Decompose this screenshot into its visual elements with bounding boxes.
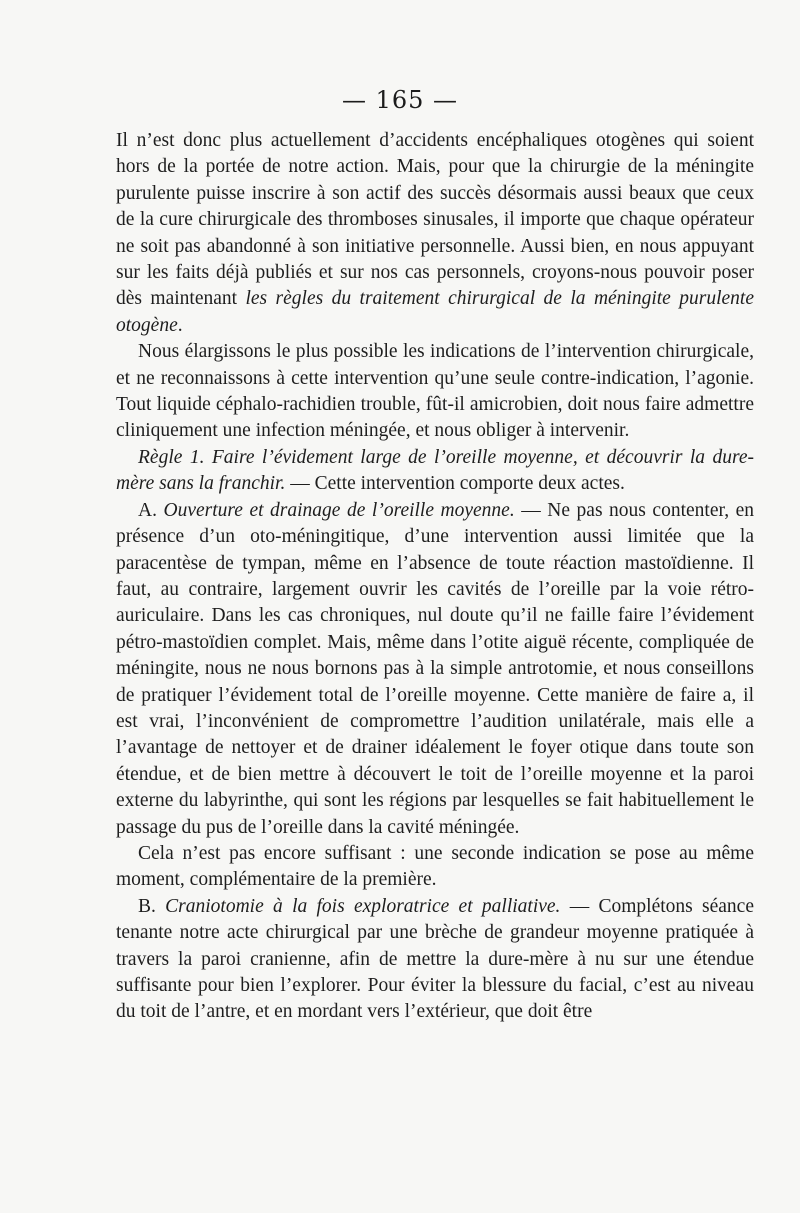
paragraph-3 (116, 445, 754, 498)
body-text (116, 128, 754, 1026)
section-b-label: B. (138, 895, 166, 917)
page-number: — 165 — (341, 86, 459, 114)
section-b-heading: Craniotomie à la fois exploratrice et palliative. (165, 895, 561, 917)
paragraph-1 (116, 128, 754, 339)
paragraph-4-text: — Ne pas nous contenter, en présence d’un oto-méningitique, d’une intervention aussi limitée que la paracentèse de tympan, même en l’absence de toute réaction mastoïdienne. Il faut, au contraire, largement ouvrir les cavités de l’oreille par la voie rétro-auriculaire. Dans les cas chroniques, nul doute qu’il ne faille faire l’évidement pétro-mastoïdien complet. Mais, même dans l’otite aiguë récente, compliquée de méningite, nous ne nous bornons pas à la simple antrotomie, et nous conseillons de pratiquer l’évidement total de l’oreille moyenne. Cette manière de faire a, il est vrai, l’inconvénient de compromettre l’audition unilatérale, mais elle a l’avantage de nettoyer et de drainer idéalement le foyer otique dans toute son étendue, et de bien mettre à découvert le toit de l’oreille moyenne et la paroi externe du labyrinthe, qui sont les régions par lesquelles se fait habituellement le passage du pus de l’oreille dans la cavité méningée. (116, 499, 754, 838)
paragraph-1-text: Il n’est donc plus actuellement d’accidents encéphaliques otogènes qui soient hors de la portée de notre action. Mais, pour que la chirurgie de la méningite purulente puisse inscrire à son actif des succès désormais aussi beaux que ceux de la cure chirurgicale des thromboses sinusales, il importe que chaque opérateur ne soit pas abandonné à son initiative personnelle. Aussi bien, en nous appuyant sur les faits déjà publiés et sur nos cas personnels, croyons-nous pouvoir poser dès maintenant (116, 130, 754, 310)
section-a-label: A. (138, 499, 164, 521)
paragraph-6-text: — Complétons séance tenante notre acte chirurgical par une brèche de grandeur moyenne pratiquée à travers la paroi cranienne, afin de mettre la dure-mère à nu sur une étendue suffisante pour bien l’explorer. Pour éviter la blessure du facial, c’est au niveau du toit de l’antre, et en mordant vers l’extérieur, que doit être (116, 895, 754, 1023)
paragraph-3-text: — Cette intervention comporte deux actes. (285, 473, 625, 495)
rule-1-heading: Règle 1. Faire l’évidement large de l’oreille moyenne, et découvrir la dure-mère sans la franchir. (116, 446, 754, 495)
paragraph-4 (116, 498, 754, 841)
paragraph-1-end: . (177, 314, 183, 336)
paragraph-1-italic: les règles du traitement chirurgical de la méningite purulente otogène (116, 288, 754, 336)
paragraph-6 (116, 894, 754, 1026)
section-a-heading: Ouverture et drainage de l’oreille moyenne. (163, 499, 515, 521)
paragraph-2: Nous élargissons le plus possible les indications de l’intervention chirurgicale, et ne reconnaissons à cette intervention qu’une seule contre-indication, l’agonie. Tout liquide céphalo-rachidien trouble, fût-il amicrobien, doit nous faire admettre cliniquement une infection méningée, et nous obliger à intervenir. (116, 341, 754, 442)
paragraph-5: Cela n’est pas encore suffisant : une seconde indication se pose au même moment, complémentaire de la première. (116, 842, 754, 891)
